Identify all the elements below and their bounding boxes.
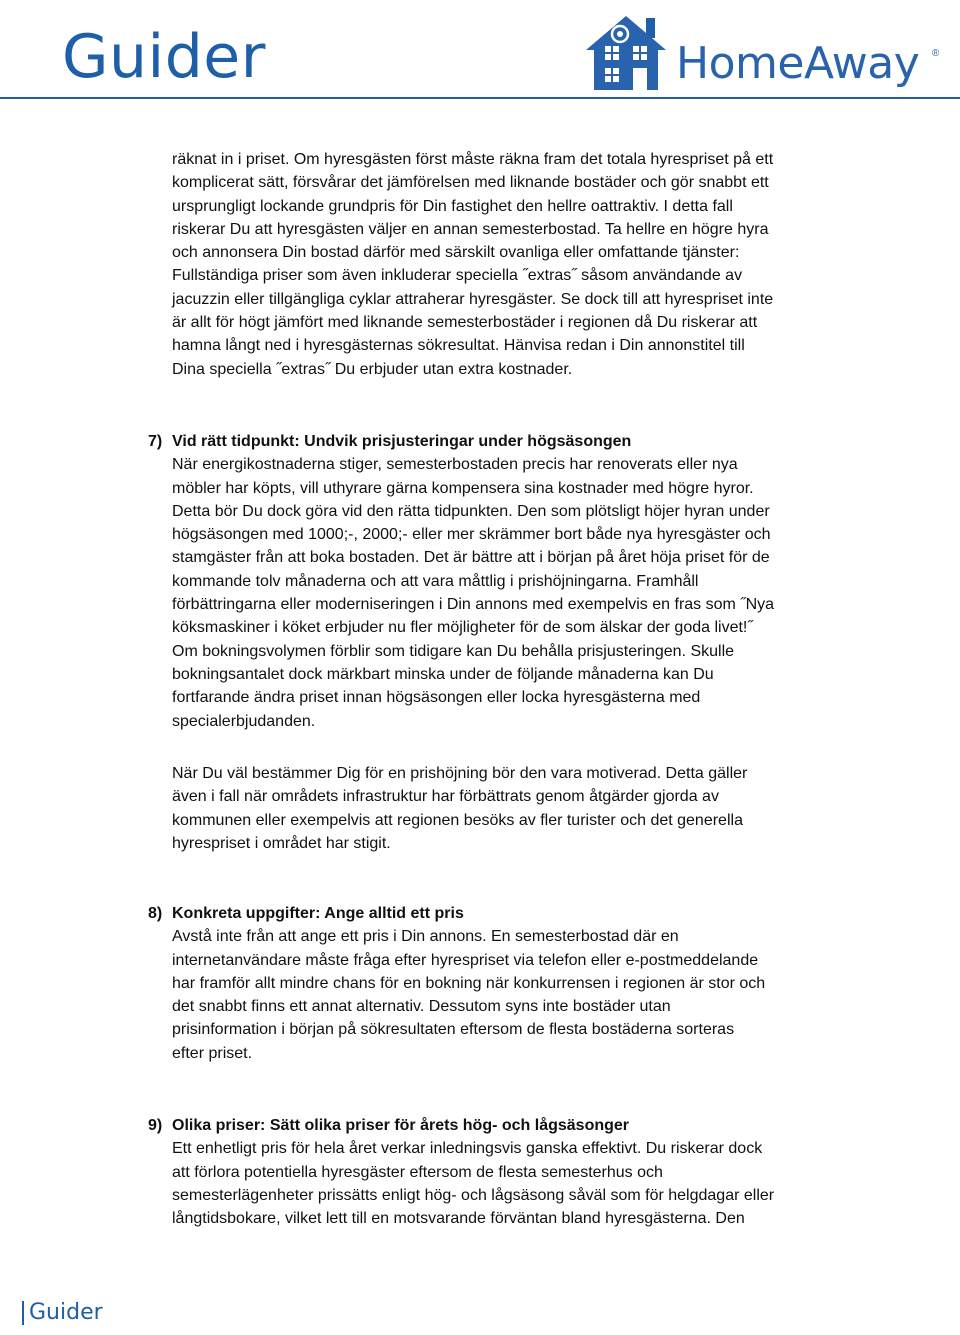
paragraph-line: räknat in i priset. Om hyresgästen först måste räkna fram det totala hyrespriset på ett: [172, 151, 774, 168]
paragraph-line: kommunen eller exempelvis att regionen besöks av fler turister och det generella: [172, 811, 743, 829]
section-8: [148, 902, 766, 1065]
paragraph-line: Om bokningsvolymen förblir som tidigare kan Du behålla prisjusteringen. Skulle: [172, 642, 735, 660]
paragraph-line: att förlora potentiella hyresgäster eftersom de flesta semesterhus och: [172, 1163, 663, 1181]
section-heading: Vid rätt tidpunkt: Undvik prisjusteringar under högsäsongen: [172, 433, 632, 450]
paragraph-line: Dina speciella ˝extras˝ Du erbjuder utan extra kostnader.: [172, 360, 573, 378]
paragraph-line: möbler har köpts, vill uthyrare gärna kompensera sina kostnader med högre hyror.: [172, 479, 754, 497]
brand-name: HomeAway: [676, 38, 920, 89]
paragraph-line: hyrespriset i området har stigit.: [172, 834, 391, 852]
header-title: Guider: [62, 22, 266, 92]
paragraph-line: högsäsongen med 1000;-, 2000;- eller mer skrämmer bort både nya hyresgäster och: [172, 526, 771, 544]
paragraph-line: förbättringarna eller moderniseringen i Din annons med exempelvis en fras som ˝Nya: [172, 596, 775, 614]
paragraph-line: fortfarande ändra priset innan högsäsongen eller locka hyresgästerna med: [172, 689, 701, 707]
paragraph-line: komplicerat sätt, försvårar det jämförelsen med liknande bostäder och gör snabbt ett: [172, 174, 769, 192]
paragraph-line: Detta bör Du dock göra vid den rätta tidpunkten. Den som plötsligt höjer hyran under: [172, 502, 770, 520]
section-7-paragraph-2: [172, 762, 747, 855]
paragraph-line: specialerbjudanden.: [172, 712, 316, 730]
paragraph-line: Fullständiga priser som även inkluderar speciella ˝extras˝ såsom användande av: [172, 267, 743, 285]
paragraph-line: Avstå inte från att ange ett pris i Din annons. En semesterbostad där en: [172, 928, 679, 946]
intro-paragraph: [172, 148, 773, 381]
paragraph-line: det snabbt finns ett annat alternativ. Dessutom syns inte bostäder utan: [172, 998, 671, 1016]
paragraph-line: långtidsbokare, vilket lett till en motsvarande förväntan bland hyresgästerna. Den: [172, 1210, 745, 1228]
house-icon: [580, 12, 672, 92]
section-heading: Olika priser: Sätt olika priser för årets hög- och lågsäsonger: [172, 1117, 630, 1134]
section-number: 8): [148, 905, 163, 922]
paragraph-line: har framför allt mindre chans för en bokning när konkurrensen i regionen är stor och: [172, 974, 766, 992]
paragraph-line: ursprungligt lockande grundpris för Din fastighet den hellre oattraktiv. I detta fall: [172, 197, 733, 215]
paragraph-line: Ett enhetligt pris för hela året verkar inledningsvis ganska effektivt. Du riskerar dock: [172, 1140, 763, 1158]
paragraph-line: är allt för högt jämfört med liknande semesterbostäder i regionen då Du riskerar att: [172, 314, 758, 332]
paragraph-line: prisinformation i början på sökresultaten eftersom de flesta bostäderna sorteras: [172, 1021, 735, 1039]
section-9: [148, 1114, 775, 1230]
section-heading: Konkreta uppgifter: Ange alltid ett pris: [172, 905, 464, 922]
paragraph-line: bokningsantalet dock märkbart minska under de följande månaderna kan Du: [172, 665, 714, 683]
footer-label: Guider: [29, 1300, 103, 1325]
paragraph-line: hamna långt ned i hyresgästernas sökresultat. Hänvisa redan i Din annonstitel till: [172, 337, 745, 355]
paragraph-line: När Du väl bestämmer Dig för en prishöjning bör den vara motiverad. Detta gäller: [172, 765, 748, 782]
page-footer: [22, 1300, 103, 1325]
homeaway-logo: [580, 12, 950, 92]
paragraph-line: semesterlägenheter prissätts enligt hög- och lågsäsong såväl som för helgdagar eller: [172, 1186, 775, 1204]
paragraph-line: efter priset.: [172, 1044, 253, 1062]
paragraph-line: och annonsera Din bostad därför med särskilt ovanliga eller omfattande tjänster:: [172, 244, 740, 262]
paragraph-line: internetanvändare måste fråga efter hyrespriset via telefon eller e-postmeddelande: [172, 951, 759, 969]
paragraph-line: även i fall när områdets infrastruktur har förbättrats genom åtgärder gjorda av: [172, 788, 719, 806]
paragraph-line: När energikostnaderna stiger, semesterbostaden precis har renoverats eller nya: [172, 456, 738, 474]
footer-divider: [22, 1301, 24, 1325]
paragraph-line: kommande tolv månaderna och att vara måttlig i prishöjningarna. Framhåll: [172, 572, 699, 590]
paragraph-line: riskerar Du att hyresgästen väljer en annan semesterbostad. Ta hellre en högre hyra: [172, 220, 769, 238]
paragraph-line: jacuzzin eller tillgängliga cyklar attraherar hyresgäster. Se dock till att hyrespriset inte: [172, 290, 774, 308]
paragraph-line: stamgäster från att boka bostaden. Det är bättre att i början på året höja priset för de: [172, 549, 770, 567]
section-7: [148, 430, 775, 733]
section-number: 9): [148, 1117, 163, 1134]
paragraph-line: köksmaskiner i köket erbjuder nu fler möjligheter för de som älskar der goda livet!˝: [172, 619, 753, 637]
header-divider: [0, 97, 960, 99]
section-number: 7): [148, 433, 163, 450]
registered-mark: ®: [932, 48, 940, 59]
